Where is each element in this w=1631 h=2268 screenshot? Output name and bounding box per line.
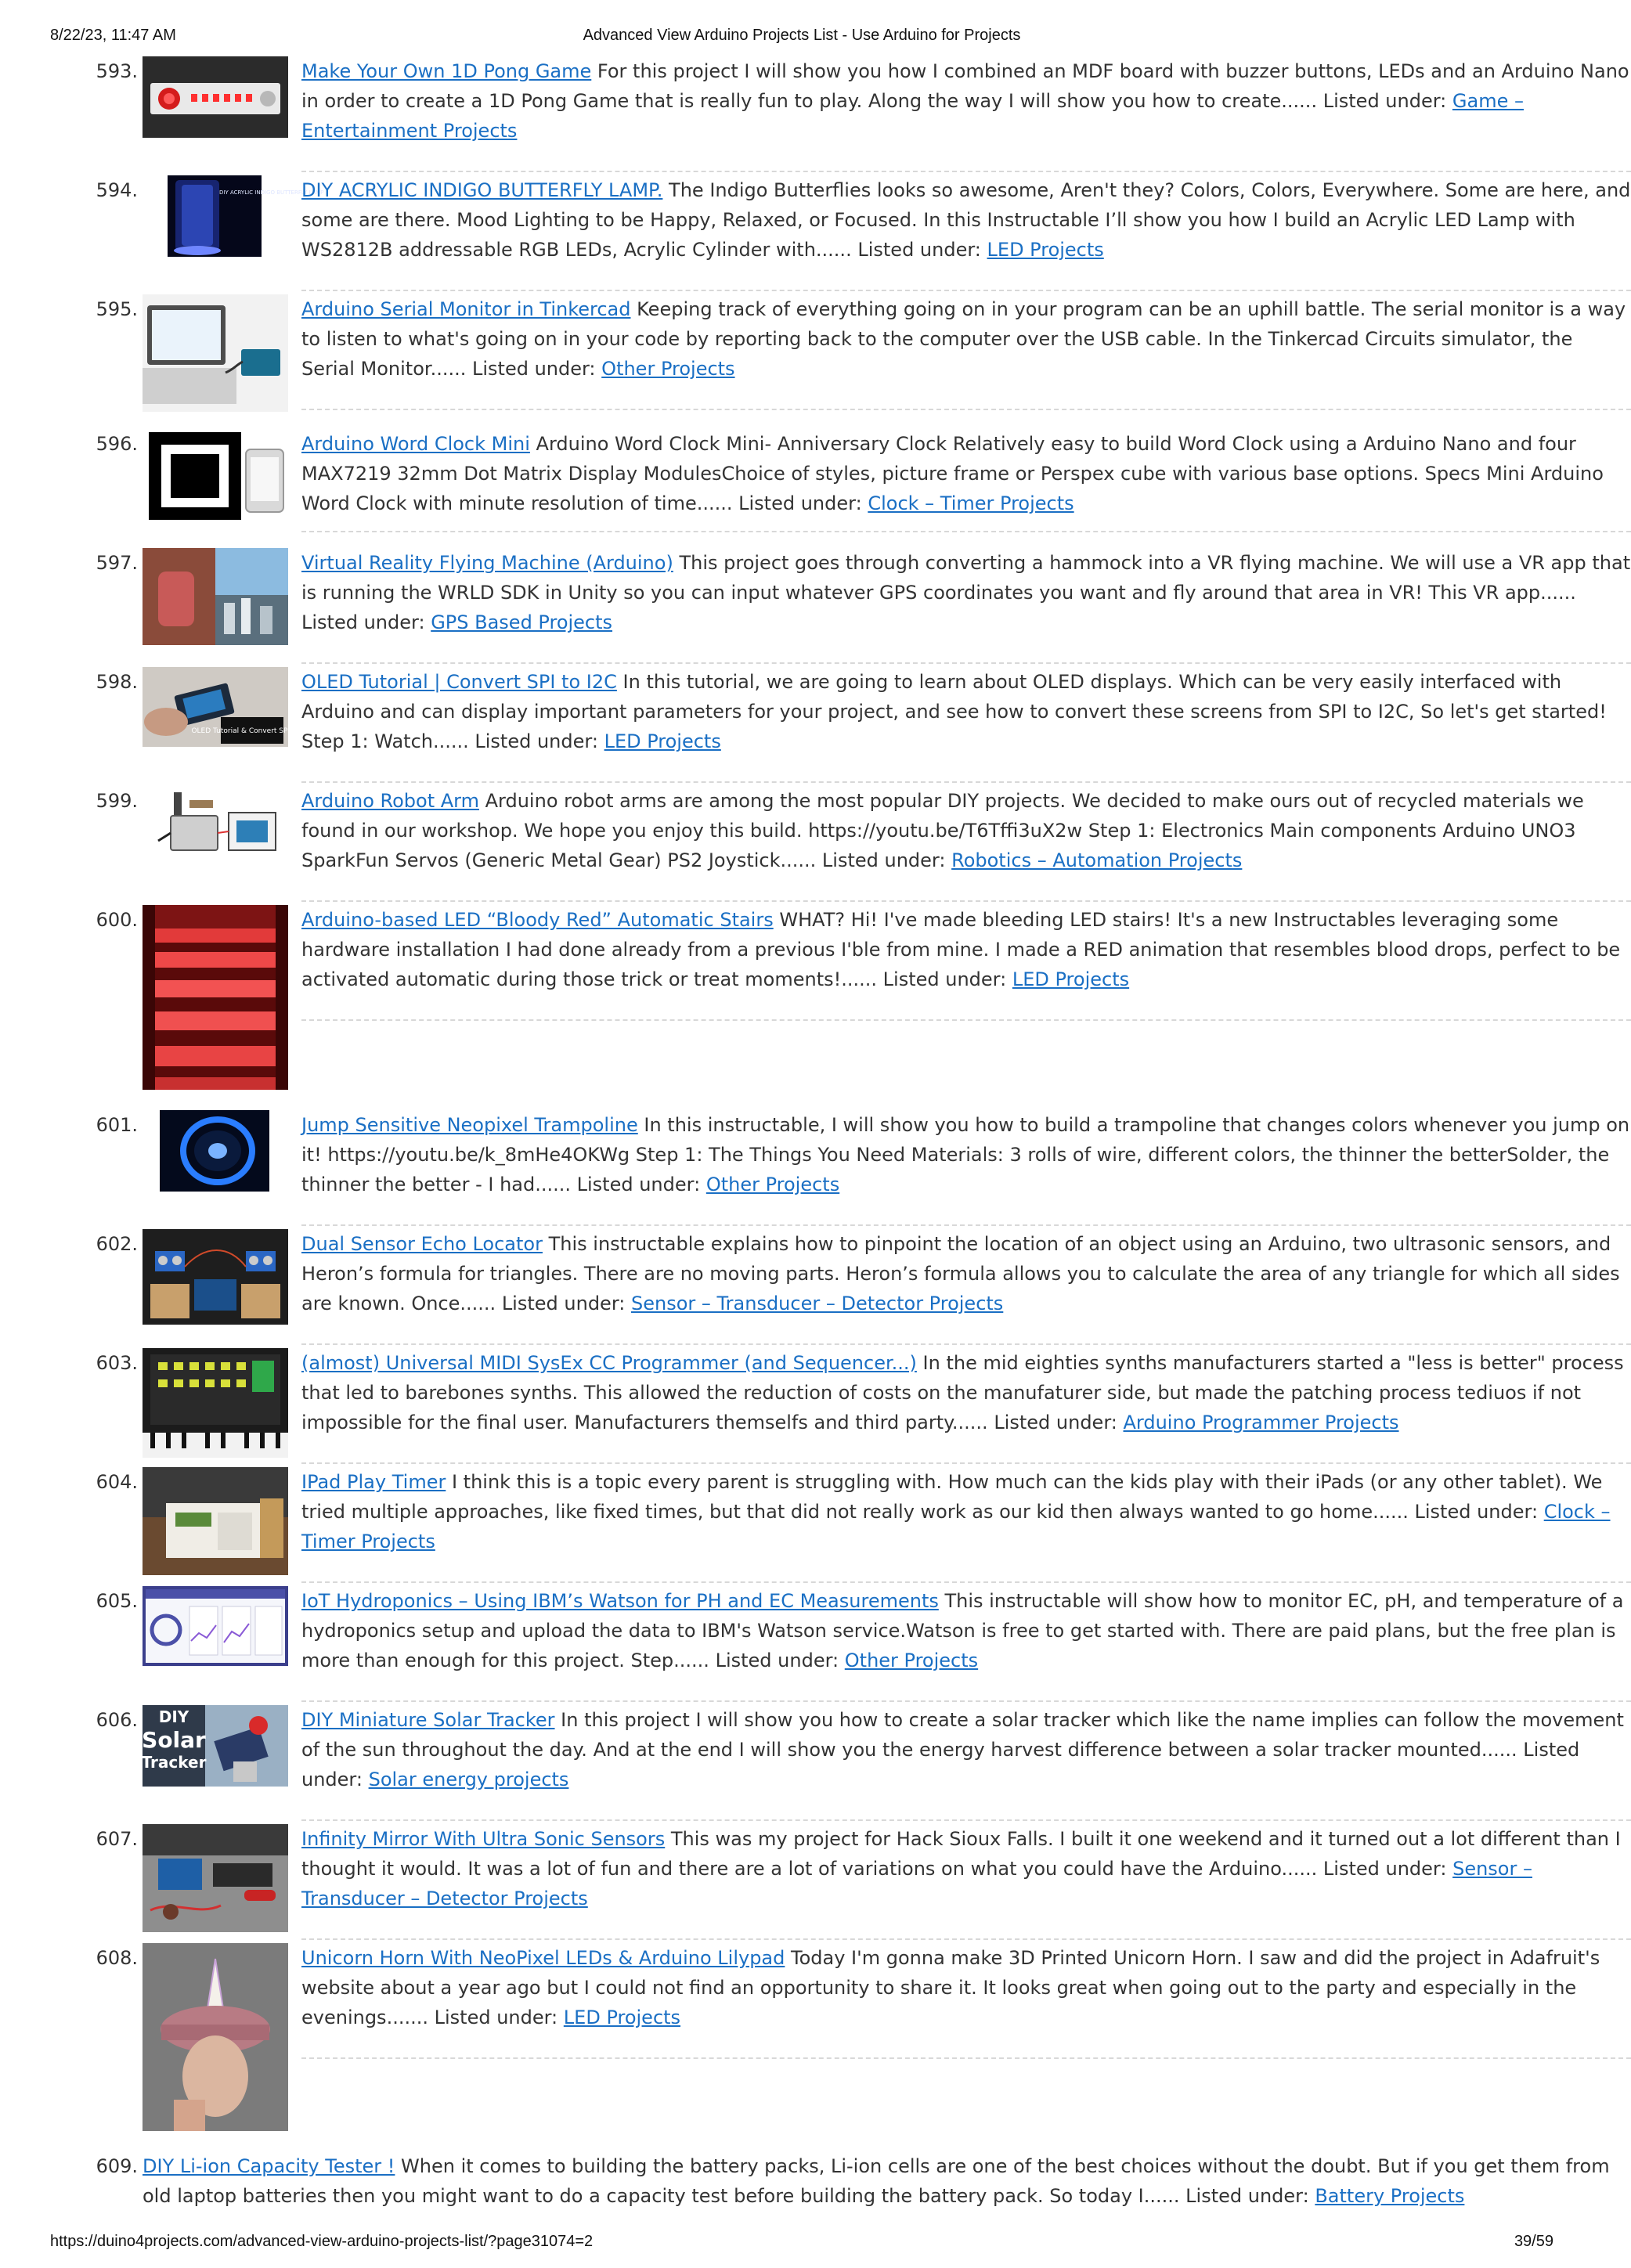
- listed-under-label: Listed under:: [301, 1739, 1580, 1790]
- project-description: In the mid eighties synths manufacturers started a "less is better" process that led to barebones synths. This allowed the reduction of costs on the manufaturer side, but made the patching process tediuos if not impossible for the final user. Manufacturers themselfs and third party......: [301, 1352, 1624, 1433]
- listed-under-label: Listed under:: [882, 968, 1007, 990]
- entry-number: 606.: [96, 1709, 138, 1731]
- project-thumbnail[interactable]: [143, 548, 288, 645]
- project-thumbnail[interactable]: [160, 1110, 269, 1192]
- category-link[interactable]: Other Projects: [844, 1650, 979, 1671]
- divider: [301, 662, 1631, 664]
- divider: [301, 2057, 1631, 2059]
- bloody-red-stairs-image: [143, 905, 288, 1090]
- project-title-link[interactable]: DIY Miniature Solar Tracker: [301, 1709, 555, 1731]
- project-title-link[interactable]: OLED Tutorial | Convert SPI to I2C: [301, 671, 617, 693]
- project-thumbnail[interactable]: [143, 786, 288, 867]
- project-thumbnail[interactable]: [143, 905, 288, 1090]
- project-title-link[interactable]: DIY Li-ion Capacity Tester !: [143, 2155, 395, 2177]
- listed-under-label: Listed under:: [471, 358, 596, 380]
- category-link[interactable]: LED Projects: [987, 239, 1104, 261]
- entry-text: [301, 1110, 1631, 1199]
- divider: [301, 531, 1631, 532]
- thumbnail-caption: OLED Tutorial & Convert SPI to I2C: [191, 727, 313, 735]
- print-page-title: Advanced View Arduino Projects List - Use Arduino for Projects: [583, 27, 1021, 44]
- project-description: This was my project for Hack Sioux Falls. I built it one weekend and it turned out a lot different than I thought it would. It was a lot of fun and there are a lot of variations on what you could have the Arduino......: [301, 1828, 1621, 1880]
- vr-flying-machine-image: [143, 548, 288, 645]
- category-link[interactable]: Other Projects: [705, 1174, 840, 1195]
- oled-tutorial-image: [143, 667, 313, 747]
- print-footer: [0, 2233, 1604, 2253]
- entry-text: [301, 1705, 1631, 1794]
- divider: [301, 1224, 1631, 1226]
- divider: [301, 1819, 1631, 1821]
- project-description: The Indigo Butterflies looks so awesome, Aren't they? Colors, Colors, Everywhere. Some are here, and some are there. Mood Lighting to be Happy, Relaxed, or Focused. In this Instructable I’ll show you how I build an Acrylic LED Lamp with WS2812B addressable RGB LEDs, Acrylic Cylinder with......: [301, 179, 1631, 261]
- entry-number: 601.: [96, 1114, 138, 1136]
- listed-under-label: Listed under:: [994, 1412, 1117, 1433]
- category-link[interactable]: Robotics – Automation Projects: [951, 849, 1243, 871]
- entry-text: [301, 786, 1631, 875]
- project-thumbnail[interactable]: [143, 294, 288, 412]
- project-title-link[interactable]: Make Your Own 1D Pong Game: [301, 60, 592, 82]
- divider: [301, 781, 1631, 783]
- project-description: Keeping track of everything going on in your program can be an uphill battle. The serial monitor is a way to listen to what's going on in your code by reporting back to the computer over the USB cable. In the Tinkercad Circuits simulator, the Serial Monitor......: [301, 298, 1626, 380]
- entry-text: [301, 548, 1631, 637]
- entry-text: [301, 1229, 1631, 1318]
- category-link[interactable]: Solar energy projects: [368, 1769, 569, 1790]
- project-title-link[interactable]: Dual Sensor Echo Locator: [301, 1233, 543, 1255]
- category-link[interactable]: Arduino Programmer Projects: [1123, 1412, 1399, 1433]
- entry-text: [301, 175, 1631, 265]
- project-description: This project goes through converting a hammock into a VR flying machine. We will use a VR app that is running the WRLD SDK in Unity so you can input whatever GPS coordinates you want and fly around that area in VR! This VR app......: [301, 552, 1631, 604]
- project-thumbnail[interactable]: [143, 667, 313, 747]
- project-title-link[interactable]: Virtual Reality Flying Machine (Arduino): [301, 552, 673, 574]
- category-link[interactable]: Battery Projects: [1315, 2185, 1465, 2207]
- project-thumbnail[interactable]: [143, 1467, 288, 1575]
- listed-under-label: Listed under:: [857, 239, 981, 261]
- entry-text: [301, 905, 1631, 994]
- divider: [301, 171, 1631, 172]
- robot-arm-image: [143, 786, 288, 867]
- listed-under-label: Listed under:: [501, 1293, 626, 1314]
- project-title-link[interactable]: IPad Play Timer: [301, 1471, 446, 1493]
- word-clock-image: [143, 429, 288, 523]
- entry-number: 598.: [96, 671, 138, 693]
- print-datetime: 8/22/23, 11:47 AM: [50, 27, 176, 44]
- entry-number: 593.: [96, 60, 138, 82]
- divider: [301, 1700, 1631, 1702]
- project-description: In this project I will show you how to create a solar tracker which like the name implies can follow the movement of the sun throughout the day. And at the end I will show you the energy harvest difference between a solar tracker mounted......: [301, 1709, 1624, 1761]
- project-thumbnail[interactable]: [143, 1229, 288, 1325]
- divider: [301, 900, 1631, 902]
- entry-text: [143, 2151, 1622, 2211]
- tinkercad-laptop-image: [143, 294, 288, 412]
- project-description: Arduino robot arms are among the most popular DIY projects. We decided to make ours out of recycled materials we found in our workshop. We hope you enjoy this build. https://youtu.be/T6Tffi3uX2w Step 1: Electronics Main components Arduino UNO3 SparkFun Servos (Generic Metal Gear) PS2 Joystick......: [301, 790, 1584, 871]
- project-description: In this tutorial, we are going to learn about OLED displays. Which can be very easily interfaced with Arduino and can display important parameters for your project, and see how to convert these screens from SPI to I2C, So let's get started! Step 1: Watch......: [301, 671, 1607, 752]
- unicorn-horn-image: [143, 1943, 288, 2131]
- listed-under-label: Listed under:: [738, 492, 862, 514]
- thumbnail-caption-line2: Solar: [142, 1727, 206, 1753]
- entry-text: [301, 1348, 1631, 1437]
- divider: [301, 1581, 1631, 1583]
- page-counter: 39/59: [1514, 2233, 1553, 2250]
- entry-number: 602.: [96, 1233, 138, 1255]
- divider: [301, 1019, 1631, 1021]
- entry-text: [301, 667, 1631, 756]
- entry-number: 594.: [96, 179, 138, 201]
- category-link[interactable]: Clock – Timer Projects: [301, 1501, 1611, 1552]
- project-thumbnail[interactable]: [143, 1348, 288, 1458]
- project-title-link[interactable]: Unicorn Horn With NeoPixel LEDs & Arduino Lilypad: [301, 1947, 785, 1969]
- project-title-link[interactable]: Jump Sensitive Neopixel Trampoline: [301, 1114, 638, 1136]
- category-link[interactable]: GPS Based Projects: [431, 611, 613, 633]
- listed-under-label: Listed under:: [821, 849, 946, 871]
- midi-programmer-image: [143, 1348, 288, 1458]
- listed-under-label: Listed under:: [576, 1174, 701, 1195]
- project-thumbnail[interactable]: [143, 56, 288, 138]
- project-thumbnail[interactable]: [143, 1705, 288, 1787]
- listed-under-label: Listed under:: [434, 2007, 558, 2028]
- thumbnail-caption-line1: DIY: [158, 1707, 189, 1726]
- echo-locator-image: [143, 1229, 288, 1325]
- entry-text: [301, 1824, 1631, 1913]
- pong-game-image: [143, 56, 288, 138]
- ipad-play-timer-image: [143, 1467, 288, 1575]
- project-title-link[interactable]: Arduino-based LED “Bloody Red” Automatic Stairs: [301, 909, 774, 931]
- divider: [301, 409, 1631, 410]
- project-title-link[interactable]: Arduino Word Clock Mini: [301, 433, 530, 455]
- project-description: WHAT? Hi! I've made bleeding LED stairs! It's a new Instructables leveraging some hardware installation I had done already from a previous I'ble from mine. I made a RED animation that resembles blood drops, perfect to be activated automatic during those trick or treat moments!......: [301, 909, 1621, 990]
- project-thumbnail[interactable]: [143, 429, 288, 523]
- infinity-mirror-image: [143, 1824, 288, 1932]
- listed-under-label: Listed under:: [1185, 2185, 1309, 2207]
- category-link[interactable]: LED Projects: [1012, 968, 1130, 990]
- project-thumbnail[interactable]: [143, 1943, 288, 2131]
- project-title-link[interactable]: IoT Hydroponics – Using IBM’s Watson for PH and EC Measurements: [301, 1590, 939, 1612]
- category-link[interactable]: Clock – Timer Projects: [868, 492, 1074, 514]
- entry-number: 604.: [96, 1471, 138, 1493]
- entry-number: 597.: [96, 552, 138, 574]
- entry-number: 599.: [96, 790, 138, 812]
- entry-text: [301, 1943, 1631, 2032]
- project-title-link[interactable]: Arduino Serial Monitor in Tinkercad: [301, 298, 631, 320]
- entry-number: 607.: [96, 1828, 138, 1850]
- category-link[interactable]: LED Projects: [604, 730, 721, 752]
- project-description: Arduino Word Clock Mini- Anniversary Clock Relatively easy to build Word Clock using a Arduino Nano and four MAX7219 32mm Dot Matrix Display ModulesChoice of styles, picture frame or Perspex cube with various base options. Specs Mini Arduino Word Clock with minute resolution of time......: [301, 433, 1604, 514]
- entry-text: [301, 1586, 1631, 1675]
- iot-hydroponics-image: [143, 1586, 288, 1666]
- category-link[interactable]: Game – Entertainment Projects: [301, 90, 1524, 142]
- divider: [301, 1938, 1631, 1940]
- solar-tracker-image: [143, 1705, 288, 1787]
- entry-number: 603.: [96, 1352, 138, 1374]
- neopixel-trampoline-image: [160, 1110, 269, 1192]
- entry-number: 608.: [96, 1947, 138, 1969]
- listed-under-label: Listed under:: [715, 1650, 839, 1671]
- entry-number: 600.: [96, 909, 138, 931]
- divider: [301, 290, 1631, 291]
- project-thumbnail[interactable]: [143, 1824, 288, 1932]
- entry-text: [301, 294, 1631, 384]
- entry-number: 605.: [96, 1590, 138, 1612]
- category-link[interactable]: Sensor – Transducer – Detector Projects: [631, 1293, 1004, 1314]
- listed-under-label: Listed under:: [1322, 1858, 1447, 1880]
- entry-text: [301, 429, 1631, 518]
- divider: [301, 1462, 1631, 1464]
- category-link[interactable]: Sensor – Transducer – Detector Projects: [301, 1858, 1532, 1909]
- entry-number: 609.: [96, 2155, 138, 2177]
- project-description: In this instructable, I will show you how to build a trampoline that changes colors whenever you jump on it! https://youtu.be/k_8mHe4OKWg Step 1: The Things You Need Materials: 3 rolls of wire, different colors, the thinner the betterSolder, the thinner the better - I had......: [301, 1114, 1630, 1195]
- project-title-link[interactable]: DIY ACRYLIC INDIGO BUTTERFLY LAMP.: [301, 179, 663, 201]
- project-description: For this project I will show you how I combined an MDF board with buzzer buttons, LEDs and an Arduino Nano in order to create a 1D Pong Game that is really fun to play. Along the way I will show you how to create......: [301, 60, 1629, 112]
- entry-text: [301, 56, 1631, 146]
- print-url: https://duino4projects.com/advanced-view-arduino-projects-list/?page31074=2: [50, 2233, 594, 2250]
- project-description: This instructable explains how to pinpoint the location of an object using an Arduino, two ultrasonic sensors, and Heron’s formula for triangles. There are no moving parts. Heron’s formula allows you to calculate the area of any triangle for which all sides are known. Once......: [301, 1233, 1620, 1314]
- project-thumbnail[interactable]: [168, 175, 324, 257]
- entry-number: 595.: [96, 298, 138, 320]
- project-thumbnail[interactable]: [143, 1586, 288, 1666]
- entry-number: 596.: [96, 433, 138, 455]
- thumbnail-caption-line3: Tracker: [141, 1753, 207, 1772]
- thumbnail-caption: DIY ACRYLIC INDIGO BUTTERFLY LAMP: [219, 189, 324, 196]
- project-title-link[interactable]: Arduino Robot Arm: [301, 790, 479, 812]
- listed-under-label: Listed under:: [1414, 1501, 1539, 1523]
- listed-under-label: Listed under:: [1322, 90, 1447, 112]
- entry-text: [301, 1467, 1631, 1556]
- butterfly-lamp-image: [168, 175, 324, 257]
- divider: [301, 1343, 1631, 1345]
- project-title-link[interactable]: Infinity Mirror With Ultra Sonic Sensors: [301, 1828, 666, 1850]
- project-description: This instructable will show how to monitor EC, pH, and temperature of a hydroponics setup and upload the data to IBM's Watson service.Watson is free to get started with. There are paid plans, but the free plan is more than enough for this project. Step......: [301, 1590, 1624, 1671]
- category-link[interactable]: Other Projects: [601, 358, 735, 380]
- project-title-link[interactable]: (almost) Universal MIDI SysEx CC Programmer (and Sequencer...): [301, 1352, 917, 1374]
- project-description: I think this is a topic every parent is struggling with. How much can the kids play with their iPads (or any other tablet). We tried multiple approaches, like fixed times, but that did not really work as our kid then always wanted to go home......: [301, 1471, 1603, 1523]
- project-description: Today I'm gonna make 3D Printed Unicorn Horn. I saw and did the project in Adafruit's website about a year ago but I could not find an opportunity to share it. It looks great when going out to the party and especially in the evenings.......: [301, 1947, 1600, 2028]
- project-description: When it comes to building the battery packs, Li-ion cells are one of the best choices without the doubt. But if you get them from old laptop batteries then you might want to do a capacity test before building the battery pack. So today I......: [143, 2155, 1610, 2207]
- listed-under-label: Listed under:: [301, 611, 425, 633]
- listed-under-label: Listed under:: [475, 730, 598, 752]
- category-link[interactable]: LED Projects: [563, 2007, 681, 2028]
- print-header: [0, 27, 1604, 47]
